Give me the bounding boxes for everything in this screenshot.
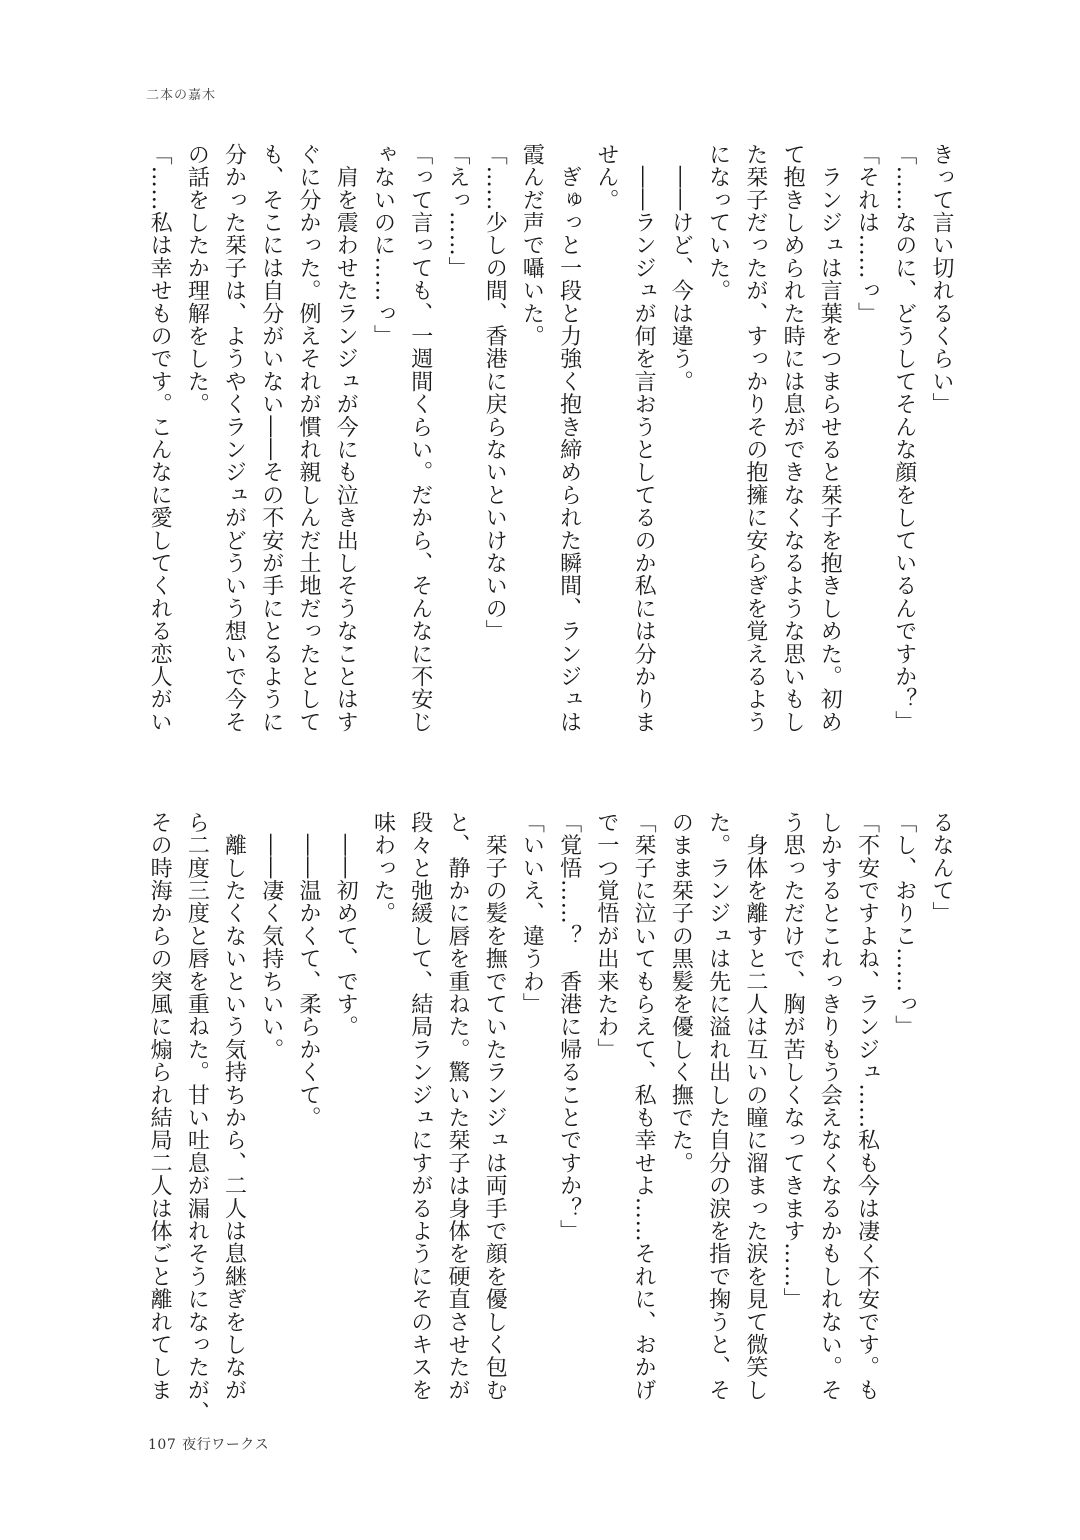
text-column: ――初めて、です。 bbox=[333, 811, 359, 1038]
text-column: ゃないのに……っ」 bbox=[370, 143, 396, 348]
text-column: 「覚悟……？ 香港に帰ることですか？」 bbox=[556, 811, 582, 1243]
text-column: 離したくないという気持ちから、二人は息継ぎをしなが bbox=[221, 811, 247, 1402]
text-column: その時海からの突風に煽られ結局二人は体ごと離れてしま bbox=[147, 811, 173, 1402]
text-column: 分かった栞子は、ようやくランジュがどういう想いで今そ bbox=[221, 143, 247, 734]
text-column: のまま栞子の黒髪を優しく撫でた。 bbox=[668, 811, 694, 1175]
text-column: も、そこには自分がいない――その不安が手にとるように bbox=[258, 143, 284, 734]
text-column: 味わった。 bbox=[370, 811, 396, 925]
text-column: う思っただけで、胸が苦しくなってきます……」 bbox=[780, 811, 806, 1311]
page-number: 107 bbox=[148, 1437, 177, 1453]
text-column: 肩を震わせたランジュが今にも泣き出しそうなことはす bbox=[333, 143, 359, 734]
page-footer bbox=[148, 1434, 269, 1454]
text-column: 栞子の髪を撫でていたランジュは両手で顔を優しく包む bbox=[482, 811, 508, 1402]
text-column: た。ランジュは先に溢れ出した自分の涙を指で掬うと、そ bbox=[705, 811, 731, 1402]
text-column: きって言い切れるくらい」 bbox=[929, 143, 954, 416]
running-head-title: 二本の嘉木 bbox=[146, 88, 217, 103]
text-column: せん。 bbox=[593, 143, 619, 212]
text-column: ぐに分かった。例えそれが慣れ親しんだ土地だったとして bbox=[296, 143, 322, 734]
text-column: で一つ覚悟が出来たわ」 bbox=[593, 811, 619, 1061]
text-column: 「不安ですよね、ランジュ……私も今は凄く不安です。も bbox=[854, 811, 880, 1402]
text-tier-top bbox=[140, 143, 960, 743]
text-column: 霞んだ声で囁いた。 bbox=[519, 143, 545, 348]
text-column: 「……私は幸せものです。こんなに愛してくれる恋人がい bbox=[147, 143, 173, 734]
text-column: るなんて」 bbox=[929, 811, 954, 925]
text-column: と、静かに唇を重ねた。驚いた栞子は身体を硬直させたが bbox=[444, 811, 470, 1402]
text-column: ――けど、今は違う。 bbox=[668, 143, 694, 393]
text-column: ら二度三度と唇を重ねた。甘い吐息が漏れそうになったが、 bbox=[184, 811, 210, 1424]
text-column: 段々と弛緩して、結局ランジュにすがるようにそのキスを bbox=[407, 811, 433, 1402]
text-column: 「って言っても、一週間くらい。だから、そんなに不安じ bbox=[407, 143, 433, 734]
text-column: の話をしたか理解をした。 bbox=[184, 143, 210, 416]
text-column: ぎゅっと一段と力強く抱き締められた瞬間、ランジュは bbox=[556, 143, 582, 734]
text-column: 身体を離すと二人は互いの瞳に溜まった涙を見て微笑し bbox=[742, 811, 768, 1402]
text-tier-bottom bbox=[140, 811, 960, 1424]
text-column: 「……少しの間、香港に戻らないといけないの」 bbox=[482, 143, 508, 643]
text-column: ――ランジュが何を言おうとしてるのか私には分かりま bbox=[631, 143, 657, 734]
text-column: て抱きしめられた時には息ができなくなるような思いもし bbox=[780, 143, 806, 734]
text-column: しかするとこれっきりもう会えなくなるかもしれない。そ bbox=[817, 811, 843, 1402]
text-column: ――凄く気持ちいい。 bbox=[258, 811, 284, 1061]
text-column: 「いいえ、違うわ」 bbox=[519, 811, 545, 1016]
text-column: 「えっ……」 bbox=[444, 143, 470, 280]
text-column: ランジュは言葉をつまらせると栞子を抱きしめた。初め bbox=[817, 143, 843, 734]
text-column: 「それは……っ」 bbox=[854, 143, 880, 325]
text-column: ――温かくて、柔らかくて。 bbox=[296, 811, 322, 1129]
text-column: 「……なのに、どうしてそんな顔をしているんですか？」 bbox=[891, 143, 917, 734]
text-column: になっていた。 bbox=[705, 143, 731, 302]
text-column: た栞子だったが、すっかりその抱擁に安らぎを覚えるよう bbox=[742, 143, 768, 734]
text-column: 「し、おりこ……っ」 bbox=[891, 811, 917, 1038]
publisher-name: 夜行ワークス bbox=[182, 1437, 270, 1453]
text-column: 「栞子に泣いてもらえて、私も幸せよ……それに、おかげ bbox=[631, 811, 657, 1402]
